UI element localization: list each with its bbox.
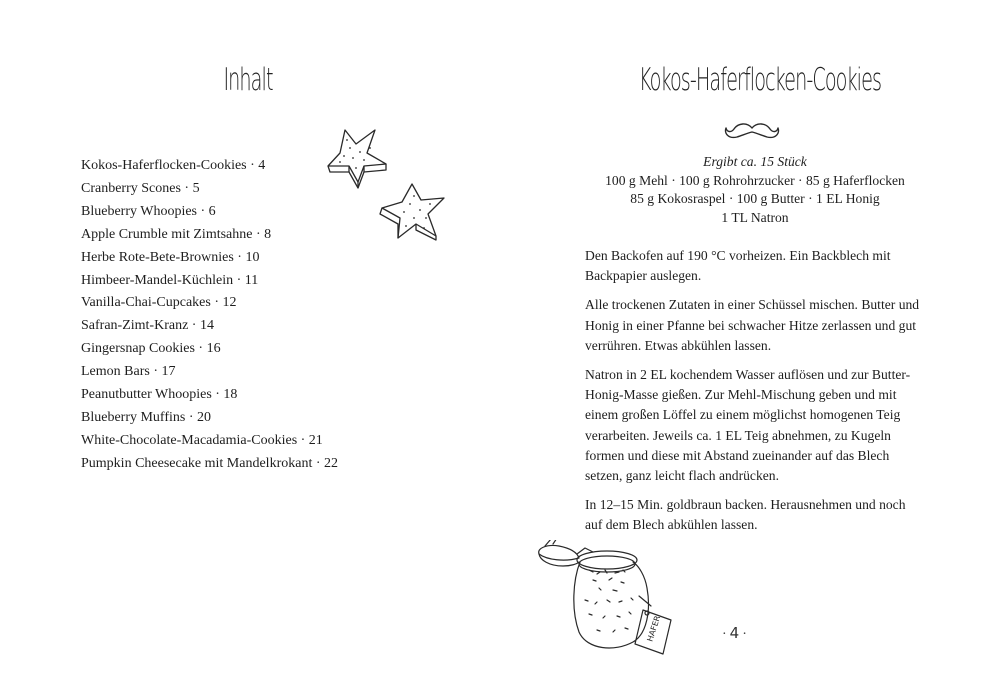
toc-entry: Pumpkin Cheesecake mit Mandelkrokant · 22 [81, 455, 338, 471]
ingredient-line: 85 g Kokosraspel · 100 g Butter · 1 EL Honig [630, 191, 880, 207]
instruction-step: In 12–15 Min. goldbraun backen. Herausnehmen und noch auf dem Blech abkühlen lassen. [585, 497, 906, 533]
instruction-step: Alle trockenen Zutaten in einer Schüssel mischen. Butter und Honig in einer Pfanne bei schwacher Hitze zerlassen und gut verrühren. Etwas abkühlen lassen. [585, 297, 920, 353]
toc-title: Inhalt [223, 62, 273, 98]
instruction-step: Natron in 2 EL kochendem Wasser auflösen und zur Butter-Honig-Masse gießen. Zur Mehl-Mischung geben und mit einem großen Löffel zu einem möglichst homogenen Teig verarbeiten. Jeweils ca. 1 EL Teig abnehmen, zu Kugeln formen und diese mit Abstand zueinander auf das Blech setzen, ganz leicht flach andrücken. [585, 367, 911, 484]
toc-entry: Blueberry Muffins · 20 [81, 409, 211, 425]
recipe-title: Kokos-Haferflocken-Cookies [638, 62, 882, 98]
toc-entry: Herbe Rote-Bete-Brownies · 10 [81, 249, 260, 265]
toc-entry: Apple Crumble mit Zimtsahne · 8 [81, 226, 272, 242]
instruction-step: Den Backofen auf 190 °C vorheizen. Ein Backblech mit Backpapier auslegen. [585, 248, 891, 284]
ingredient-line: 1 TL Natron [721, 209, 789, 225]
toc-entry: Vanilla-Chai-Cupcakes · 12 [81, 295, 237, 311]
toc-entry: Blueberry Whoopies · 6 [81, 203, 216, 219]
toc-entry: Gingersnap Cookies · 16 [81, 341, 221, 357]
toc-entry: Peanutbutter Whoopies · 18 [81, 387, 238, 403]
instructions [585, 246, 920, 545]
toc-entry: Safran-Zimt-Kranz · 14 [81, 318, 214, 334]
toc-entry: Lemon Bars · 17 [81, 364, 176, 380]
toc-entry: Cranberry Scones · 5 [81, 180, 200, 196]
page-number: · 4 · [722, 624, 747, 642]
page-number-value: 4 [729, 624, 740, 642]
jar-label-text: HAFER [645, 614, 663, 643]
oat-jar-illustration [535, 540, 675, 665]
star-cookies-illustration [320, 122, 455, 257]
yield-text: Ergibt ca. 15 Stück [703, 154, 807, 169]
toc-entry: White-Chocolate-Macadamia-Cookies · 21 [81, 432, 323, 448]
table-of-contents [81, 155, 338, 476]
toc-entry: Kokos-Haferflocken-Cookies · 4 [81, 158, 266, 173]
ingredients-block [550, 153, 960, 227]
toc-entry: Himbeer-Mandel-Küchlein · 11 [81, 272, 259, 288]
mustache-icon [723, 120, 781, 142]
ingredient-line: 100 g Mehl · 100 g Rohrohrzucker · 85 g Haferflocken [605, 172, 905, 188]
